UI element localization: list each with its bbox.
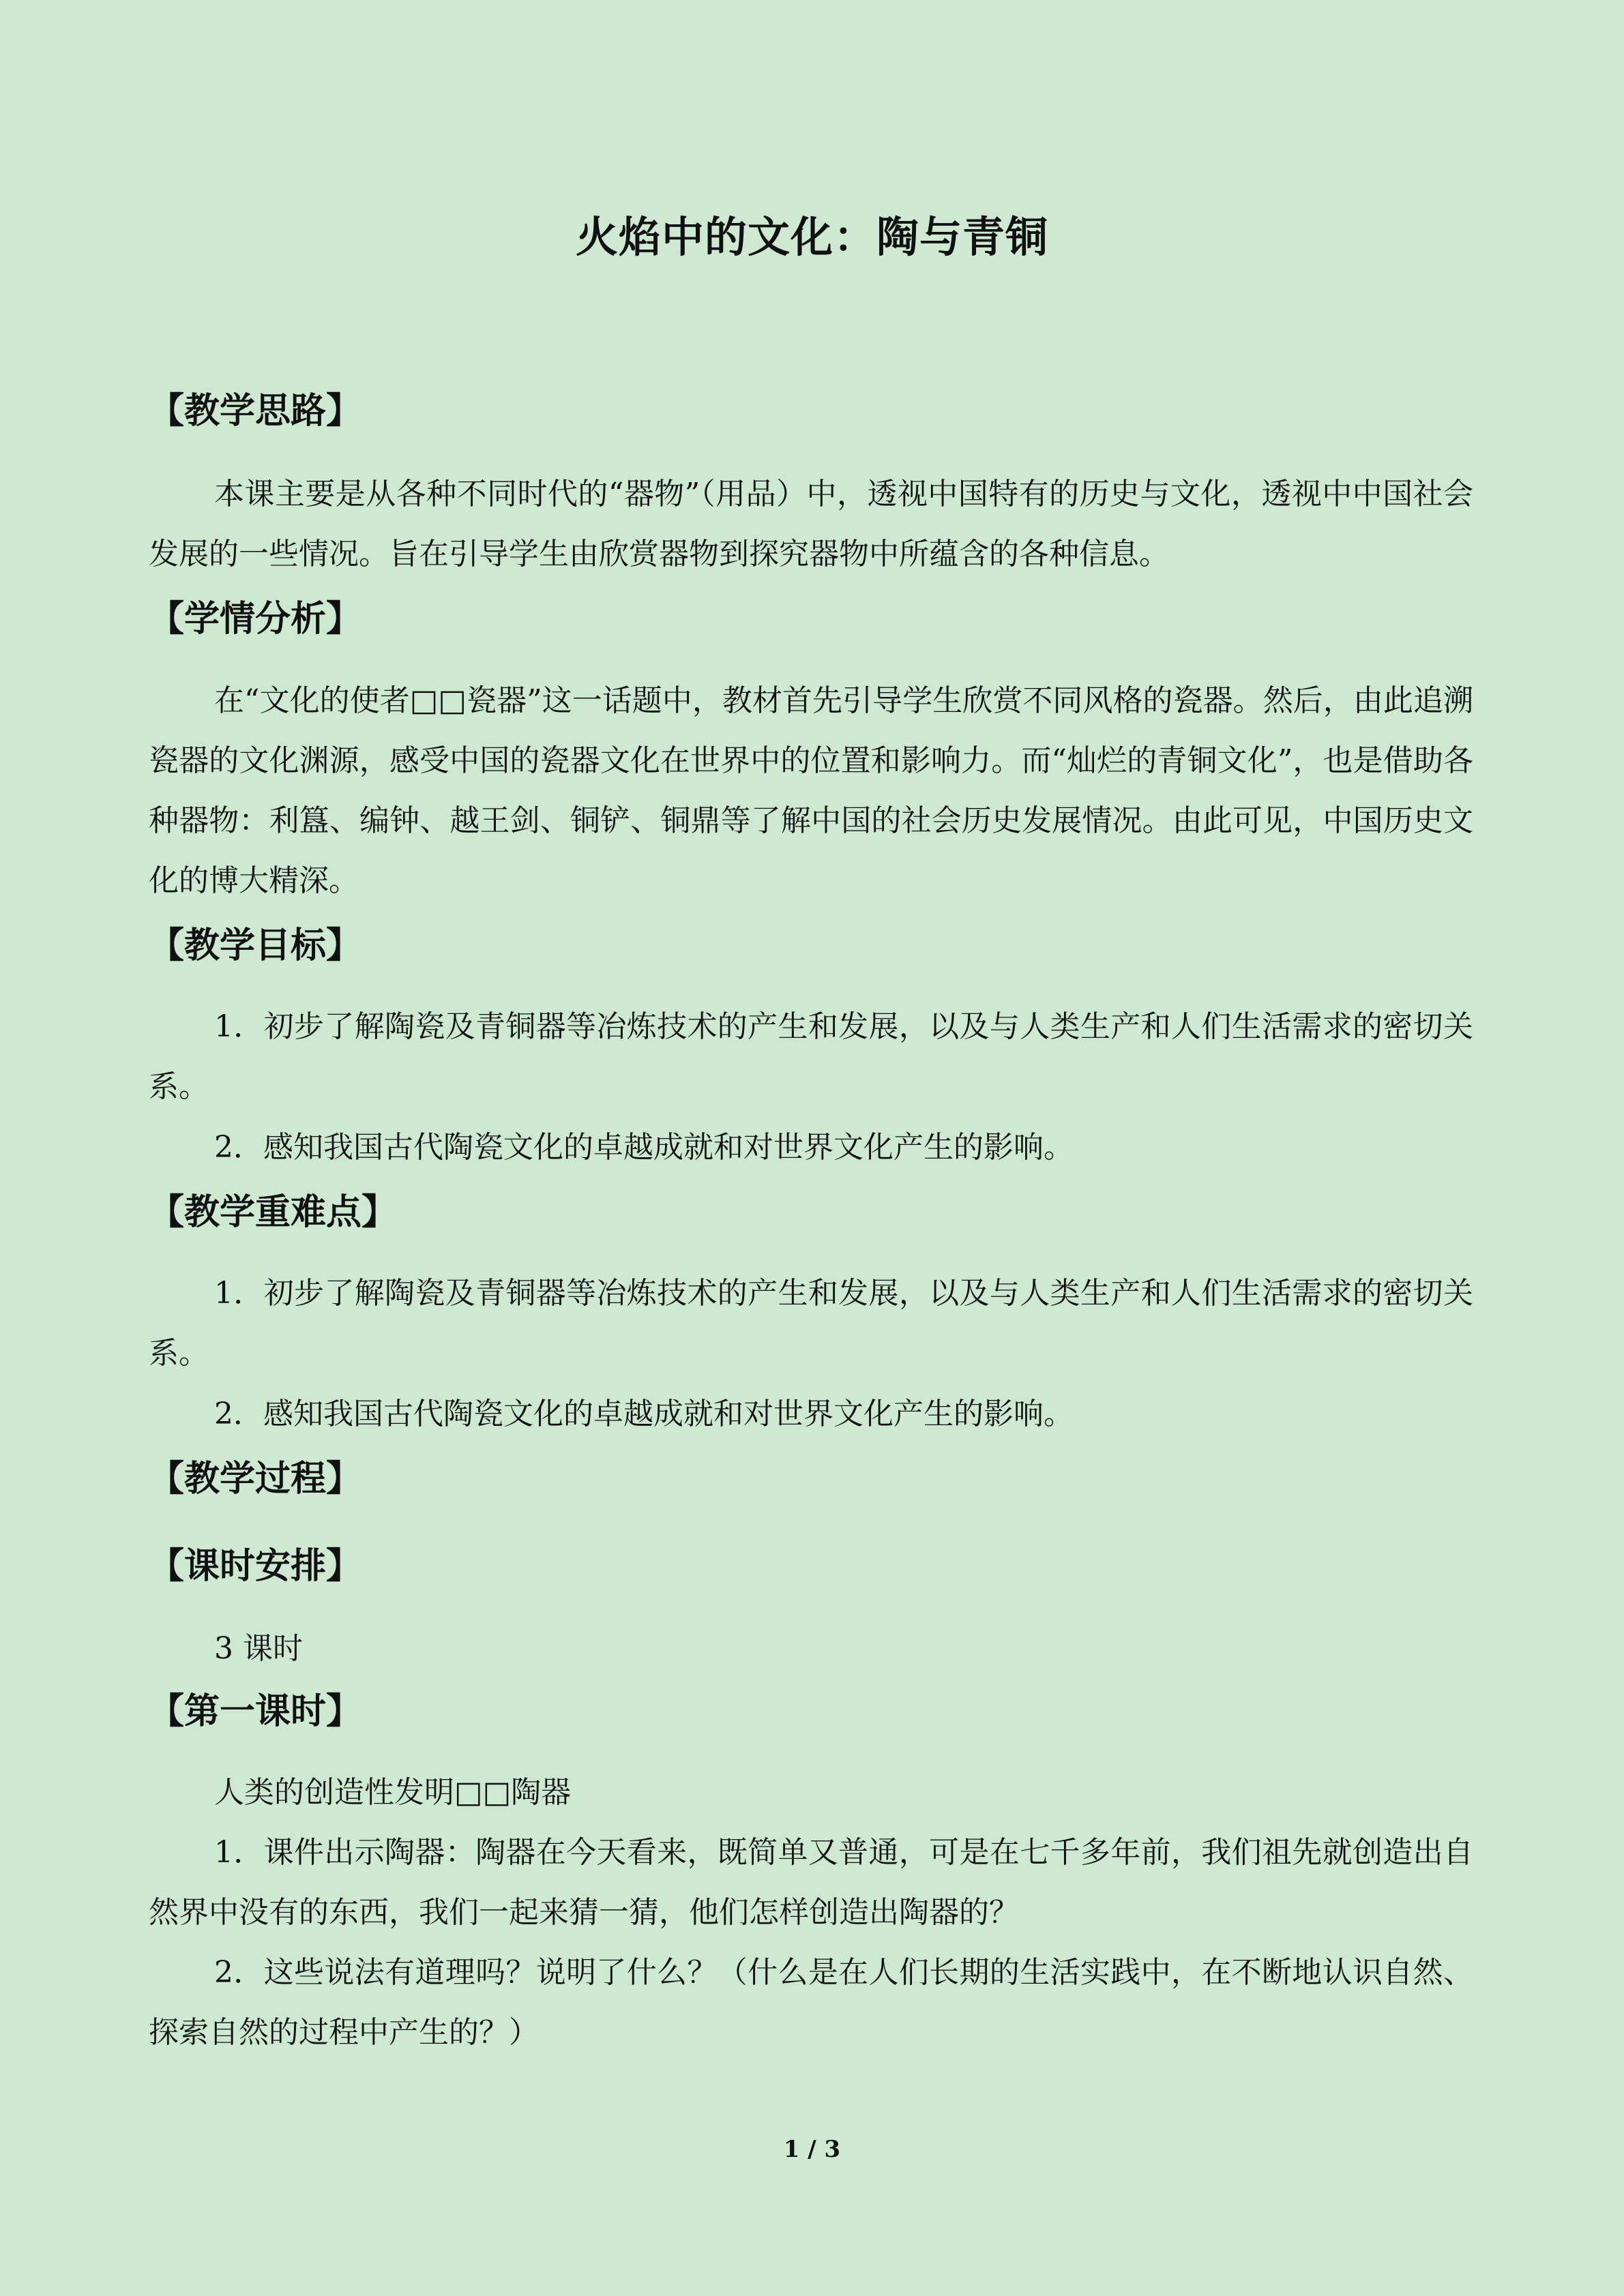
section-heading-first-lesson: 【第一课时】 bbox=[149, 1691, 362, 1732]
section-heading-key-points: 【教学重难点】 bbox=[149, 1192, 398, 1233]
first-lesson-subtitle: 人类的创造性发明□□陶器 bbox=[214, 1775, 572, 1810]
key-point-item-2: 2．感知我国古代陶瓷文化的卓越成就和对世界文化产生的影响。 bbox=[214, 1397, 1074, 1431]
section-heading-teaching-idea: 【教学思路】 bbox=[149, 391, 362, 432]
section-heading-student-analysis: 【学情分析】 bbox=[149, 599, 362, 640]
first-lesson-item-2: 2．这些说法有道理吗？说明了什么？（什么是在人们长期的生活实践中，在不断地认识自然、探索自然的过程中产生的？） bbox=[149, 1955, 1473, 2050]
schedule-value: 3 课时 bbox=[214, 1631, 303, 1666]
key-point-item-1: 1．初步了解陶瓷及青铜器等冶炼技术的产生和发展，以及与人类生产和人们生活需求的密切关系。 bbox=[149, 1276, 1473, 1371]
teaching-idea-paragraph: 本课主要是从各种不同时代的“器物”（用品）中，透视中国特有的历史与文化，透视中中国社会发展的一些情况。旨在引导学生由欣赏器物到探究器物中所蕴含的各种信息。 bbox=[149, 477, 1473, 571]
document-title: 火焰中的文化：陶与青铜 bbox=[575, 212, 1048, 262]
section-heading-teaching-goals: 【教学目标】 bbox=[149, 925, 362, 966]
page-number: 1 / 3 bbox=[783, 2136, 841, 2163]
student-analysis-paragraph: 在“文化的使者□□瓷器”这一话题中，教材首先引导学生欣赏不同风格的瓷器。然后，由此追溯瓷器的文化渊源，感受中国的瓷器文化在世界中的位置和影响力。而“灿烂的青铜文化”，也是借助各种器物：利簋、编钟、越王剑、铜铲、铜鼎等了解中国的社会历史发展情况。由此可见，中国历史文化的博大精深。 bbox=[149, 683, 1473, 898]
first-lesson-item-1: 1．课件出示陶器：陶器在今天看来，既简单又普通，可是在七千多年前，我们祖先就创造出自然界中没有的东西，我们一起来猜一猜，他们怎样创造出陶器的？ bbox=[149, 1835, 1473, 1930]
teaching-goal-item-1: 1．初步了解陶瓷及青铜器等冶炼技术的产生和发展，以及与人类生产和人们生活需求的密切关系。 bbox=[149, 1009, 1473, 1104]
teaching-goal-item-2: 2．感知我国古代陶瓷文化的卓越成就和对世界文化产生的影响。 bbox=[214, 1130, 1074, 1165]
section-heading-process: 【教学过程】 bbox=[149, 1459, 362, 1500]
section-heading-schedule: 【课时安排】 bbox=[149, 1546, 362, 1587]
